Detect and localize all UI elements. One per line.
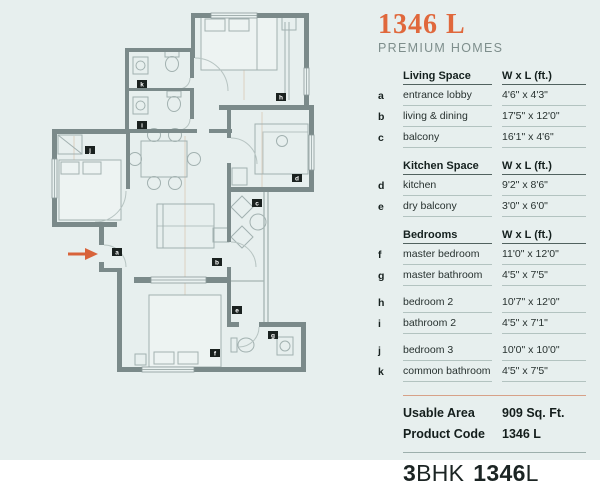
section-header: [378, 67, 586, 85]
bhk-number: 3: [403, 460, 417, 486]
room-label-e: [232, 306, 242, 315]
balcony-railing: [231, 192, 268, 322]
product-code-value: 1346 L: [502, 426, 541, 441]
svg-text:i: i: [141, 122, 143, 130]
table-row: a entrance lobby 4'6" x 4'3": [378, 85, 586, 106]
table-row: i bathroom 2 4'5" x 7'1": [378, 313, 586, 334]
code-suffix: L: [525, 460, 539, 486]
table-row: h bedroom 2 10'7" x 12'0": [378, 292, 586, 313]
room-label-k: [137, 80, 147, 89]
entrance-arrow: [68, 248, 98, 260]
floor-plan: [14, 0, 384, 460]
room-label-f: [210, 349, 220, 358]
section-title: Bedrooms: [403, 226, 492, 244]
usable-area-label: Usable Area: [403, 405, 475, 420]
svg-text:a: a: [115, 249, 119, 257]
room-label-c: [252, 199, 262, 208]
section-title: Living Space: [403, 67, 492, 85]
room-label-g: [268, 331, 278, 340]
usable-area-value: 909 Sq. Ft.: [502, 405, 565, 420]
product-code-label: Product Code: [403, 426, 485, 441]
table-row: k common bathroom 4'5" x 7'5": [378, 361, 586, 382]
room-spec-table: [378, 67, 586, 382]
summary-block: [403, 395, 586, 453]
room-label-a: [112, 248, 122, 257]
room-label-b: [212, 258, 222, 267]
svg-text:b: b: [215, 259, 219, 267]
svg-text:k: k: [140, 81, 144, 89]
dims-column-header: W x L (ft.): [502, 157, 586, 175]
info-panel: [378, 10, 586, 487]
room-label-h: [276, 93, 286, 102]
svg-text:c: c: [255, 200, 259, 208]
table-row: e dry balcony 3'0" x 6'0": [378, 196, 586, 217]
svg-text:g: g: [271, 332, 275, 340]
table-row: j bedroom 3 10'0" x 10'0": [378, 340, 586, 361]
section-title: Kitchen Space: [403, 157, 492, 175]
dims-column-header: W x L (ft.): [502, 226, 586, 244]
table-row: f master bedroom 11'0" x 12'0": [378, 244, 586, 265]
section-bedrooms: [378, 226, 586, 382]
section-kitchen-space: [378, 157, 586, 217]
svg-text:d: d: [295, 175, 299, 183]
svg-text:e: e: [235, 307, 239, 315]
usable-area-row: [403, 402, 586, 423]
svg-text:j: j: [89, 147, 91, 155]
room-label-i: [137, 121, 147, 130]
product-code-row: [403, 423, 586, 444]
svg-text:h: h: [279, 94, 283, 102]
page-subtitle: PREMIUM HOMES: [378, 41, 504, 55]
table-row: c balcony 16'1" x 4'6": [378, 127, 586, 148]
table-row: d kitchen 9'2" x 8'6": [378, 175, 586, 196]
room-label-d: [292, 174, 302, 183]
table-row: g master bathroom 4'5" x 7'5": [378, 265, 586, 286]
unit-type-footer: [403, 460, 586, 487]
dims-column-header: W x L (ft.): [502, 67, 586, 85]
bhk-suffix: BHK: [416, 460, 465, 486]
section-living-space: [378, 67, 586, 148]
section-header: [378, 226, 586, 244]
page-title: 1346 L: [378, 9, 466, 40]
code-number: 1346: [473, 460, 526, 486]
svg-text:f: f: [213, 350, 217, 358]
table-row: b living & dining 17'5" x 12'0": [378, 106, 586, 127]
section-header: [378, 157, 586, 175]
room-label-j: [85, 146, 95, 155]
